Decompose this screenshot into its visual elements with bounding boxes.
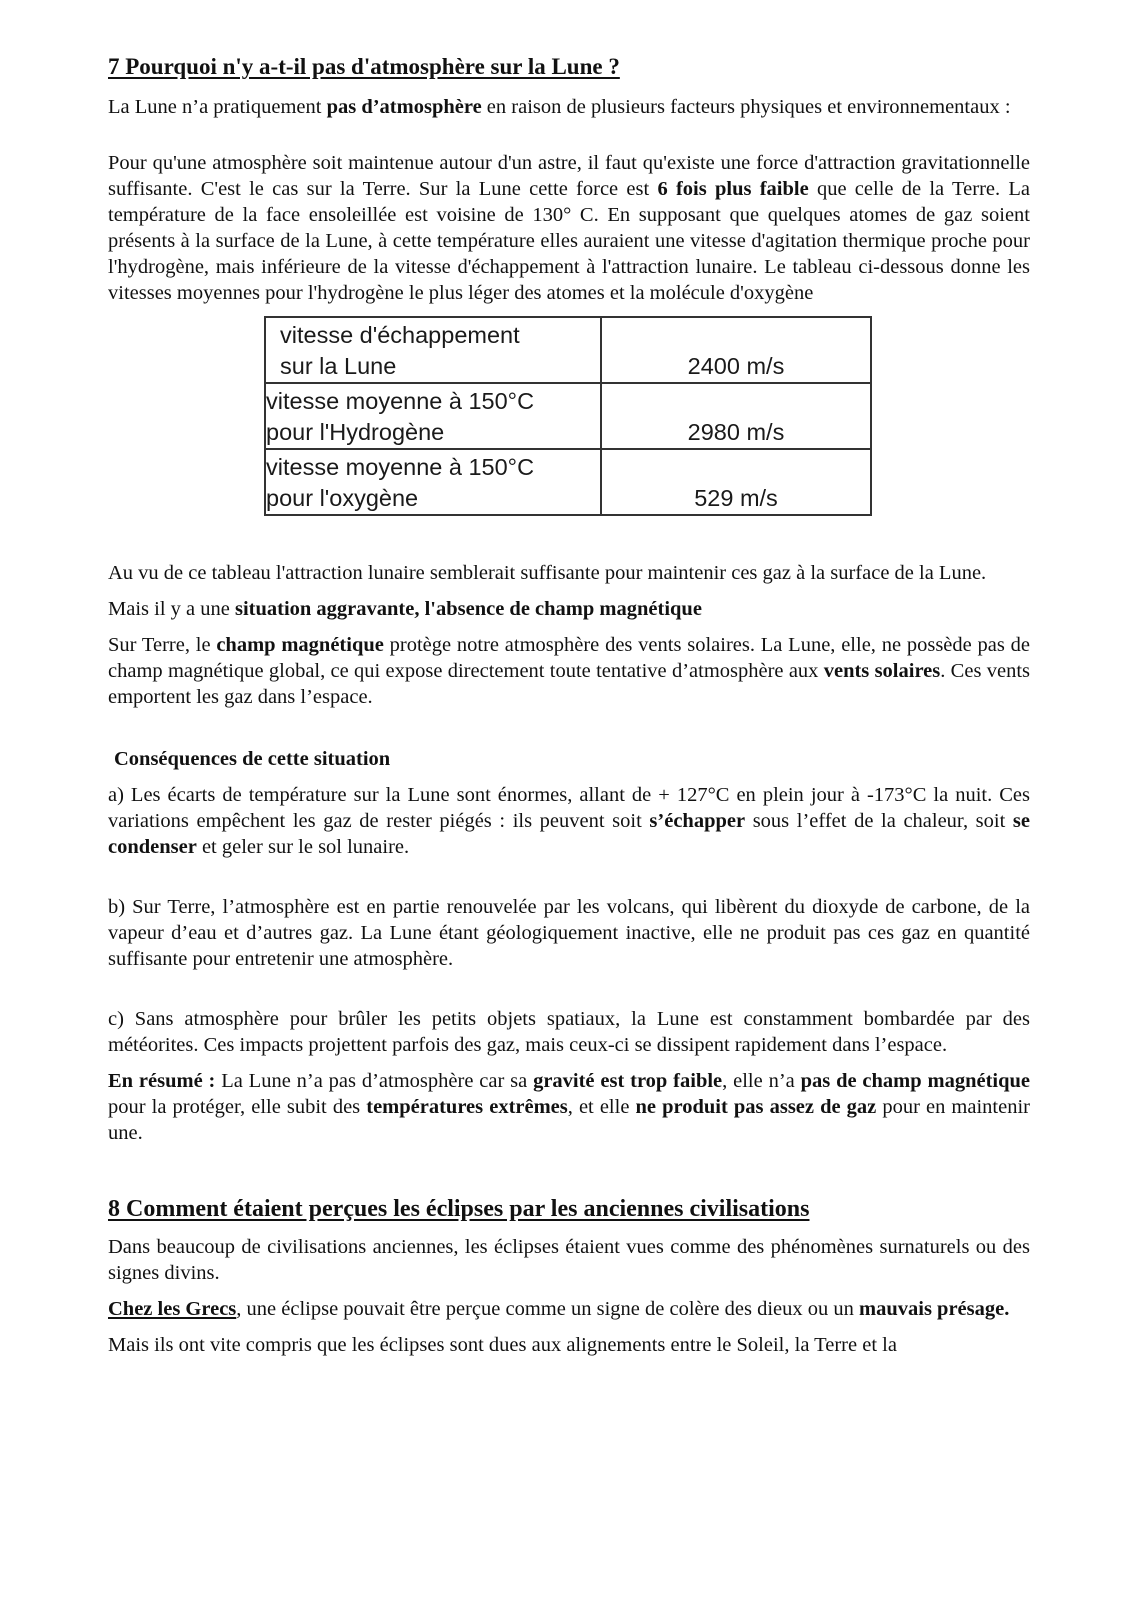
closing-line: Mais ils ont vite compris que les éclipses sont dues aux alignements entre le Soleil, la Terre et la	[108, 1334, 897, 1356]
table-row	[265, 383, 871, 449]
consequence-c: c) Sans atmosphère pour brûler les petits objets spatiaux, la Lune est constamment bombardée par des météorites. Ces impacts projettent parfois des gaz, mais ceux-ci se dissipent rapidement dans l’espace.	[108, 1008, 1030, 1056]
consequences-heading: Conséquences de cette situation	[114, 748, 391, 770]
summary-paragraph: En résumé : La Lune n’a pas d’atmosphère car sa gravité est trop faible, elle n’a pas de champ magnétique pour la protéger, elle subit des températures extrêmes, et elle ne produit pas assez de gaz pour en maintenir une.	[108, 1070, 1030, 1144]
consequence-b: b) Sur Terre, l’atmosphère est en partie renouvelée par les volcans, qui libèrent du dioxyde de carbone, de la vapeur d’eau et d’autres gaz. La Lune étant géologiquement inactive, elle ne produit pas ces gaz en quantité suffisante pour entretenir une atmosphère.	[108, 896, 1030, 970]
table-conclusion-paragraph: Au vu de ce tableau l'attraction lunaire semblerait suffisante pour maintenir ces gaz à la surface de la Lune.	[108, 562, 987, 584]
section-7-title: 7 Pourquoi n'y a-t-il pas d'atmosphère sur la Lune ?	[108, 54, 620, 79]
speed-table	[264, 316, 872, 516]
table-value-cell: 2400 m/s	[601, 317, 871, 383]
table-label-cell: vitesse d'échappement sur la Lune	[265, 317, 601, 383]
document-page	[108, 52, 1030, 1358]
table-row	[265, 449, 871, 515]
aggravating-situation-paragraph: Mais il y a une situation aggravante, l'absence de champ magnétique	[108, 598, 702, 620]
table-value-cell: 2980 m/s	[601, 383, 871, 449]
section-8-intro: Dans beaucoup de civilisations anciennes, les éclipses étaient vues comme des phénomènes surnaturels ou des signes divins.	[108, 1236, 1030, 1284]
magnetic-field-paragraph: Sur Terre, le champ magnétique protège notre atmosphère des vents solaires. La Lune, elle, ne possède pas de champ magnétique global, ce qui expose directement toute tentative d’atmosphère aux vents solaires. Ces vents emportent les gaz dans l’espace.	[108, 634, 1030, 708]
consequence-a: a) Les écarts de température sur la Lune sont énormes, allant de + 127°C en plein jour à -173°C la nuit. Ces variations empêchent les gaz de rester piégés : ils peuvent soit s’échapper sous l’effet de la chaleur, soit se condenser et geler sur le sol lunaire.	[108, 784, 1030, 858]
table-label-cell: vitesse moyenne à 150°C pour l'oxygène	[265, 449, 601, 515]
table-row	[265, 317, 871, 383]
gravity-paragraph: Pour qu'une atmosphère soit maintenue autour d'un astre, il faut qu'existe une force d'attraction gravitationnelle suffisante. C'est le cas sur la Terre. Sur la Lune cette force est 6 fois plus faible que celle de la Terre. La température de la face ensoleillée est voisine de 130° C. En supposant que quelques atomes de gaz soient présents à la surface de la Lune, à cette température elles auraient une vitesse d'agitation thermique proche pour l'hydrogène, mais inférieure de la vitesse d'échappement à l'attraction lunaire. Le tableau ci-dessous donne les vitesses moyennes pour l'hydrogène le plus léger des atomes et la molécule d'oxygène	[108, 152, 1030, 304]
section-7-intro: La Lune n’a pratiquement pas d’atmosphère en raison de plusieurs facteurs physiques et environnementaux :	[108, 96, 1011, 118]
table-label-cell: vitesse moyenne à 150°C pour l'Hydrogène	[265, 383, 601, 449]
table-value-cell: 529 m/s	[601, 449, 871, 515]
greeks-paragraph: Chez les Grecs, une éclipse pouvait être perçue comme un signe de colère des dieux ou un mauvais présage.	[108, 1298, 1010, 1320]
section-8-title: 8 Comment étaient perçues les éclipses par les anciennes civilisations	[108, 1196, 810, 1222]
